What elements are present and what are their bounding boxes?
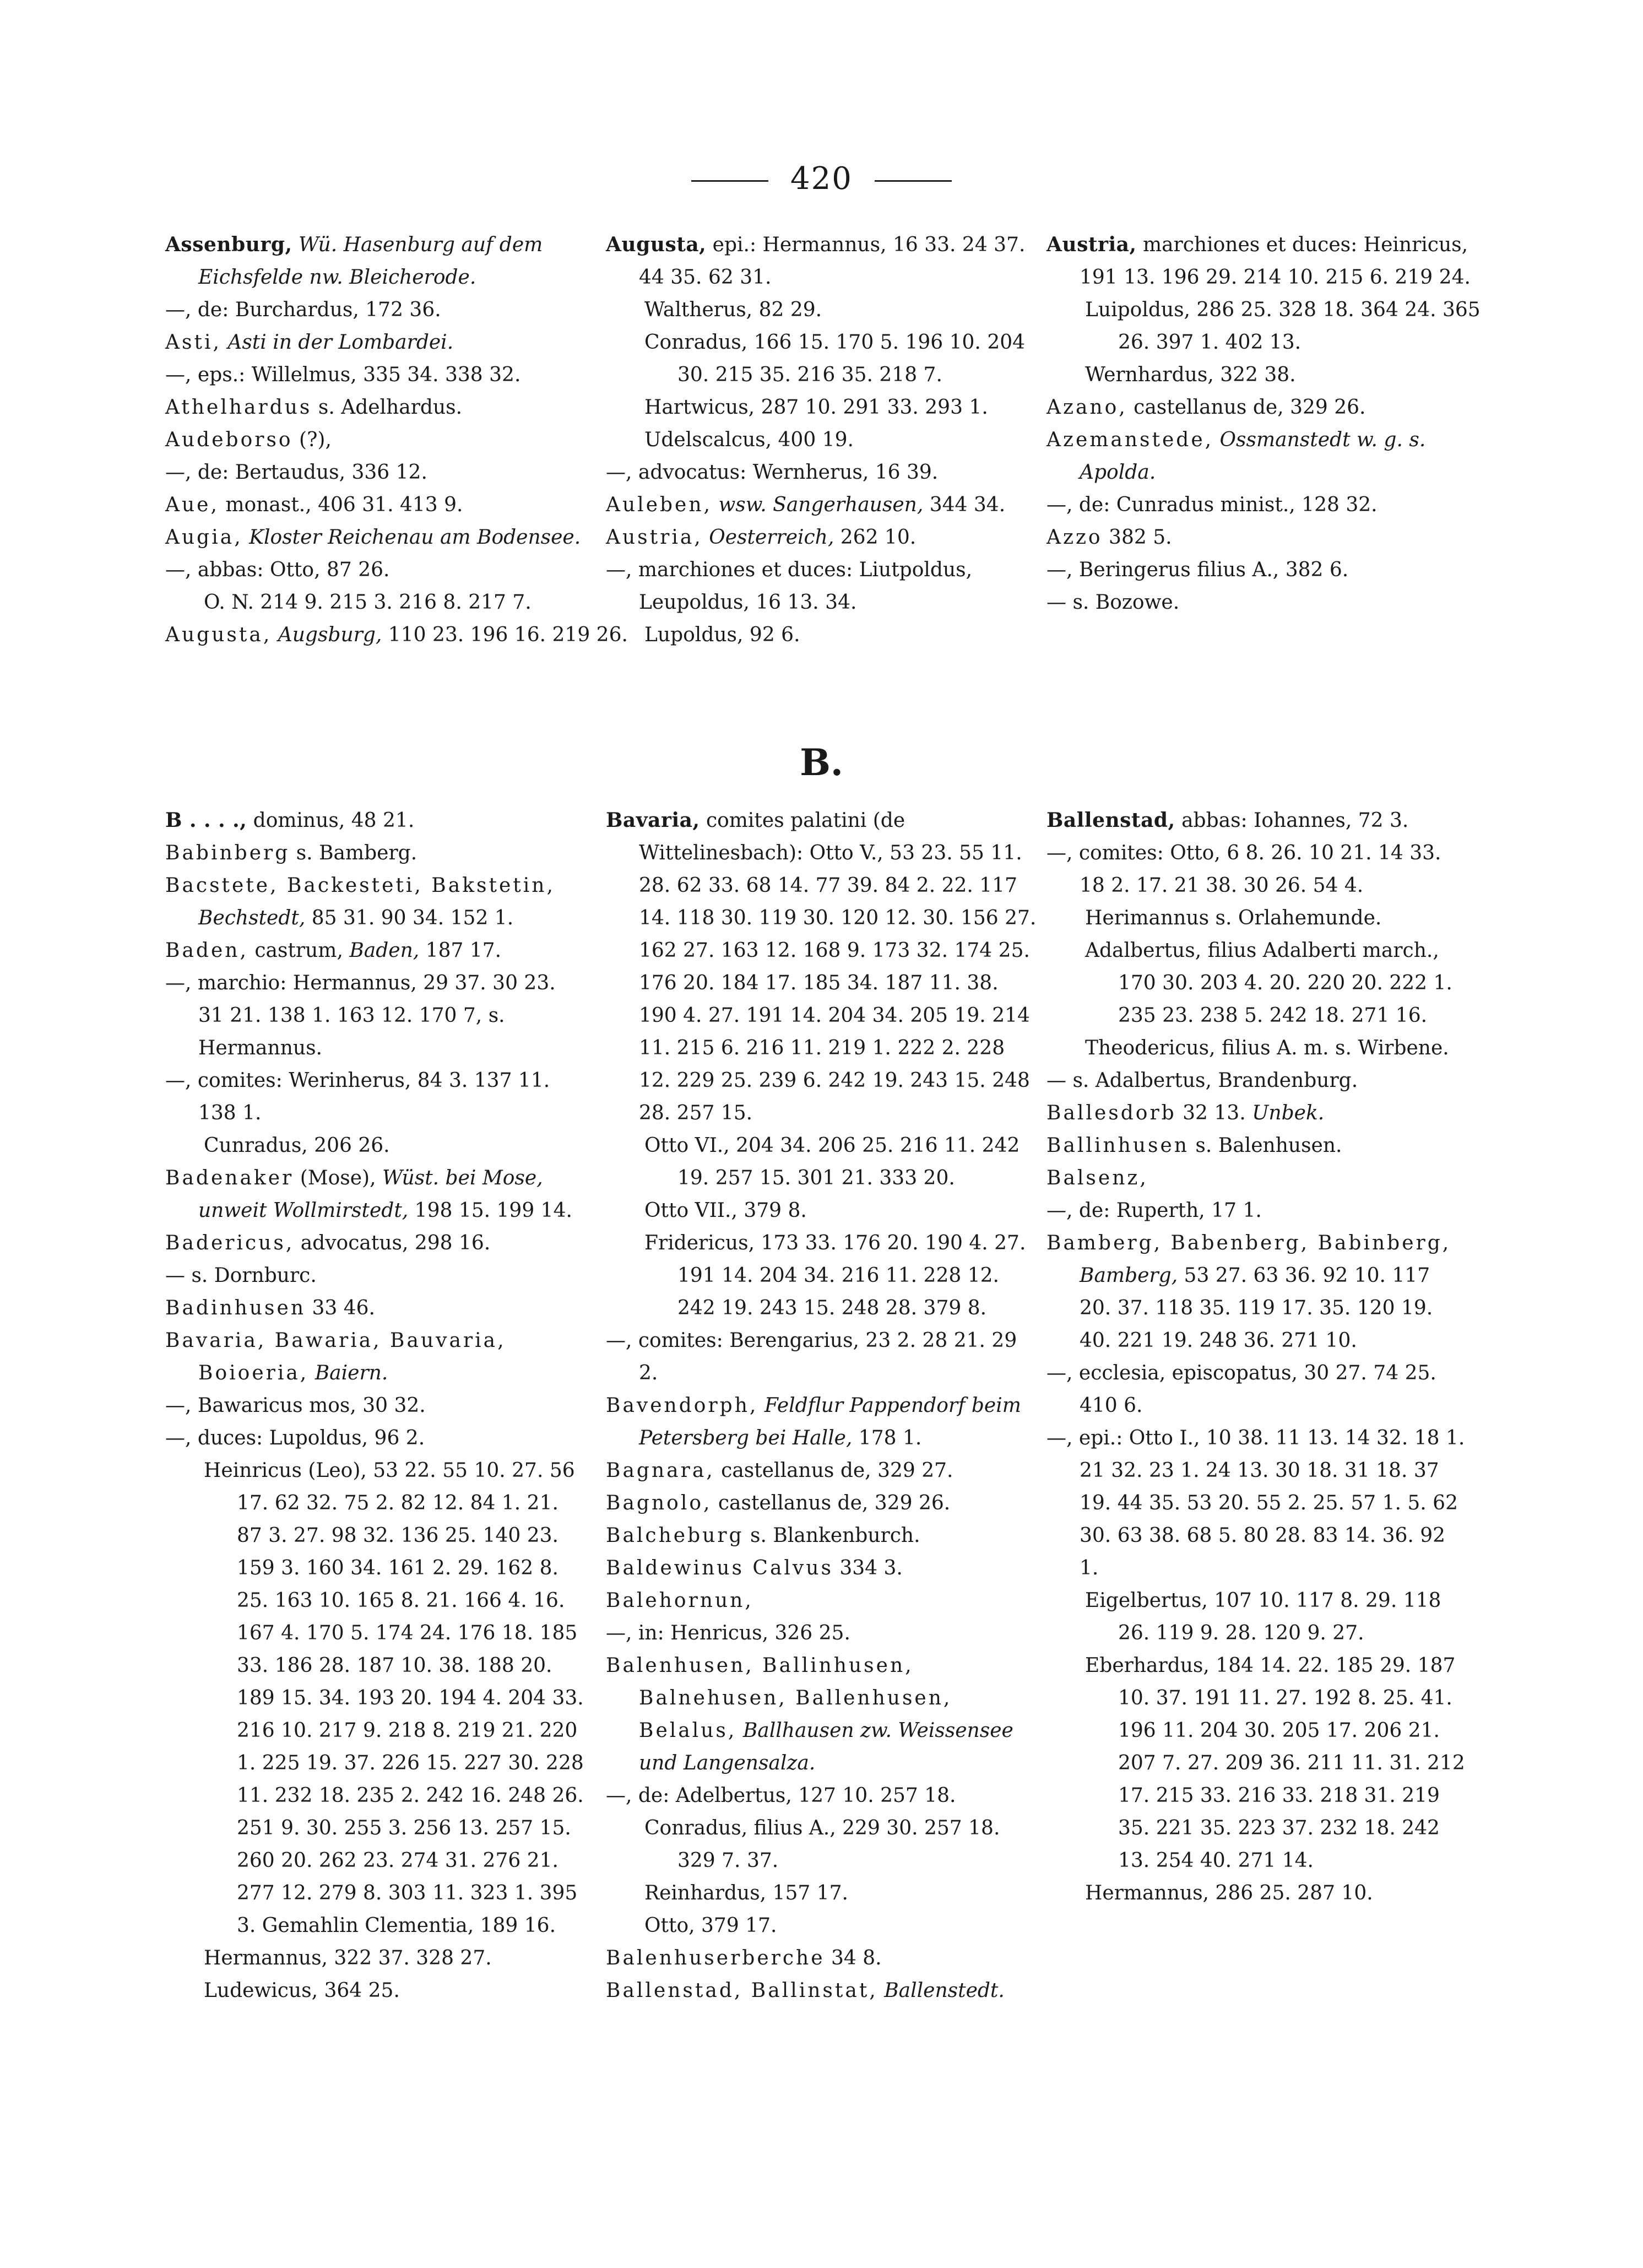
entry-text: — s. Bozowe. <box>1046 591 1180 614</box>
entry-text: —, marchio: Hermannus, 29 37. 30 23. 31 21. 138 1. 163 12. 170 7, s. Hermannus. <box>165 972 556 1059</box>
entry-text: (?), <box>292 429 332 451</box>
index-entry <box>606 1974 1041 2007</box>
index-entry <box>165 1162 584 1227</box>
index-entry <box>165 456 628 489</box>
entry-text: Adalbertus, filius Adalberti march., 170 30. 203 4. 20. 220 20. 222 1. 235 23. 238 5. 242 18. 271 16. <box>1085 939 1452 1027</box>
index-entry <box>165 586 628 619</box>
index-entry <box>606 1812 1041 1877</box>
entry-gloss: Oesterreich, <box>709 526 834 549</box>
index-entry <box>1046 1194 1465 1227</box>
index-entry <box>165 359 628 391</box>
index-entry <box>1046 424 1482 489</box>
entry-gloss: Asti in der Lombardei. <box>227 331 454 354</box>
entry-text: Eigelbertus, 107 10. 117 8. 29. 118 26. 119 9. 28. 120 9. 27. <box>1085 1589 1441 1644</box>
entry-text: castrum, <box>248 939 350 962</box>
entry-headword: Athelhardus <box>165 396 312 419</box>
entry-text: Hermannus, 286 25. 287 10. <box>1085 1882 1373 1904</box>
entry-headword: Balehornun, <box>606 1589 753 1612</box>
entry-text: 198 15. 199 14. <box>408 1199 572 1222</box>
index-entry <box>606 1487 1041 1519</box>
page-number: 420 <box>790 161 853 197</box>
index-entry <box>165 229 628 294</box>
index-entry <box>606 1649 1041 1779</box>
entry-headword: Ballenstad, Ballinstat, <box>606 1979 878 2002</box>
index-entry <box>165 619 628 651</box>
entry-text <box>878 1979 884 2002</box>
entry-text: s. Bamberg. <box>290 842 417 864</box>
index-entry <box>1046 1227 1465 1357</box>
index-entry <box>606 521 1035 554</box>
entry-text: —, advocatus: Wernherus, 16 39. <box>606 461 939 484</box>
index-entry <box>606 1519 1041 1552</box>
entry-headword: Balenhusen, Ballinhusen, Balnehusen, Ballenhusen, Belalus, <box>606 1654 952 1742</box>
entry-headword: Augia, <box>165 526 243 549</box>
entry-headword: Bagnolo, <box>606 1492 712 1514</box>
entry-gloss: Bechstedt, <box>198 907 306 929</box>
index-entry <box>165 391 628 424</box>
index-entry <box>606 554 1035 619</box>
entry-headword: Badinhusen <box>165 1297 306 1319</box>
entry-gloss: Ossmanstedt w. g. s. Apolda. <box>1080 429 1426 484</box>
entry-text: marchiones et duces: Heinricus, 191 13. 196 29. 214 10. 215 6. 219 24. <box>1080 234 1471 289</box>
index-entry <box>1046 1162 1465 1194</box>
entry-text: —, de: Bertaudus, 336 12. <box>165 461 427 484</box>
index-entry <box>165 934 584 967</box>
index-entry <box>606 391 1035 424</box>
entry-text: —, Bawaricus mos, 30 32. <box>165 1394 426 1417</box>
entry-gloss: Baiern. <box>314 1362 388 1384</box>
entry-text: Reinhardus, 157 17. <box>644 1882 848 1904</box>
entry-text: 53 27. 63 36. 92 10. 117 20. 37. 118 35. 119 17. 35. 120 19. 40. 221 19. 248 36. 271 10. <box>1080 1264 1433 1352</box>
index-entry <box>165 1454 584 1942</box>
entry-text: —, ecclesia, episcopatus, 30 27. 74 25. 410 6. <box>1046 1362 1436 1417</box>
entry-text: Conradus, 166 15. 170 5. 196 10. 204 30. 215 35. 216 35. 218 7. <box>644 331 1026 386</box>
index-entry <box>165 1292 584 1324</box>
entry-text: —, eps.: Willelmus, 335 34. 338 32. <box>165 364 521 386</box>
index-entry <box>165 489 628 521</box>
entry-text <box>243 526 249 549</box>
index-entry <box>1046 294 1482 359</box>
index-entry <box>1046 1064 1465 1097</box>
entry-text: Otto, 379 17. <box>644 1914 777 1937</box>
index-entry <box>165 1389 584 1422</box>
entry-headword: Azano, <box>1046 396 1127 419</box>
index-entry <box>165 967 584 1064</box>
index-column-top-middle <box>606 229 1035 651</box>
entry-text <box>1213 429 1219 451</box>
entry-text: —, comites: Werinherus, 84 3. 137 11. 138 1. <box>165 1069 550 1124</box>
entry-gloss: Ballenstedt. <box>884 1979 1005 2002</box>
index-entry <box>1046 804 1465 837</box>
entry-text: Fridericus, 173 33. 176 20. 190 4. 27. 191 14. 204 34. 216 11. 228 12. 242 19. 243 15. 248 28. 379 8. <box>644 1232 1026 1319</box>
entry-headword: Balsenz, <box>1046 1167 1148 1189</box>
entry-text: —, in: Henricus, 326 25. <box>606 1622 850 1644</box>
entry-text: —, comites: Otto, 6 8. 26. 10 21. 14 33. 18 2. 17. 21 38. 30 26. 54 4. <box>1046 842 1441 897</box>
entry-headword: Babinberg <box>165 842 290 864</box>
entry-text: Udelscalcus, 400 19. <box>644 429 854 451</box>
entry-text: — s. Dornburc. <box>165 1264 317 1287</box>
page-number-rule-right <box>875 180 952 182</box>
index-entry <box>1046 1357 1465 1422</box>
entry-gloss: Feldflur Pappendorf beim Petersberg bei Halle, <box>639 1394 1021 1449</box>
entry-headword: Azzo <box>1046 526 1103 549</box>
entry-gloss: Kloster Reichenau am Bodensee. <box>249 526 581 549</box>
entry-text: 85 31. 90 34. 152 1. <box>305 907 514 929</box>
entry-text: Lupoldus, 92 6. <box>644 624 800 646</box>
entry-text: Wernhardus, 322 38. <box>1085 364 1296 386</box>
index-column-bottom-right <box>1046 804 1465 1909</box>
entry-headword: Audeborso <box>165 429 293 451</box>
entry-headword: Auleben, <box>606 494 712 516</box>
entry-text: abbas: Iohannes, 72 3. <box>1175 809 1409 832</box>
index-entry <box>1046 1649 1465 1877</box>
entry-text: Waltherus, 82 29. <box>644 299 822 321</box>
entry-gloss: Wüst. bei Mose, unweit Wollmirstedt, <box>198 1167 543 1222</box>
entry-text <box>292 234 299 256</box>
index-entry <box>606 294 1035 326</box>
index-entry <box>165 1324 584 1389</box>
entry-headword: Austria, <box>1046 233 1137 256</box>
index-entry <box>606 1779 1041 1812</box>
entry-text: Cunradus, 206 26. <box>204 1134 390 1157</box>
entry-headword: Baldewinus Calvus <box>606 1557 833 1579</box>
entry-headword: Ballinhusen <box>1046 1134 1189 1157</box>
entry-text: — s. Adalbertus, Brandenburg. <box>1046 1069 1358 1092</box>
entry-text: 382 5. <box>1102 526 1172 549</box>
entry-headword: Aue, <box>165 494 219 516</box>
entry-text: castellanus de, 329 26. <box>712 1492 951 1514</box>
index-entry <box>1046 934 1465 1032</box>
entry-text <box>308 1362 314 1384</box>
entry-text: Eberhardus, 184 14. 22. 185 29. 187 10. 37. 191 11. 27. 192 8. 25. 41. 196 11. 204 30. 205 17. 206 21. 207 7. 27. 209 36. 211 11. 31. 212 17. 215 33. 216 33. 218 31. 219 35. 221 35. 223 37. 232 18. 242 13. 254 40. 271 14. <box>1085 1654 1465 1872</box>
index-entry <box>165 869 584 934</box>
entry-gloss: Wü. Hasenburg auf dem Eichsfelde nw. Bleicherode. <box>198 234 543 289</box>
index-entry <box>606 1129 1041 1194</box>
entry-text: —, marchiones et duces: Liutpoldus, Leupoldus, 16 13. 34. <box>606 559 973 614</box>
index-entry <box>1046 1032 1465 1064</box>
entry-gloss: wsw. Sangerhausen, <box>718 494 924 516</box>
entry-headword: Balcheburg <box>606 1524 744 1547</box>
entry-headword: Badericus, <box>165 1232 295 1254</box>
index-entry <box>606 619 1035 651</box>
index-entry <box>165 837 584 869</box>
entry-text: castellanus de, 329 27. <box>714 1459 953 1482</box>
index-entry <box>165 1129 584 1162</box>
entry-text: monast., 406 31. 413 9. <box>219 494 463 516</box>
entry-text: —, abbas: Otto, 87 26. <box>165 559 390 581</box>
index-entry <box>1046 489 1482 521</box>
entry-text: advocatus, 298 16. <box>294 1232 491 1254</box>
entry-text: (Mose), <box>294 1167 382 1189</box>
entry-headword: Augusta, <box>606 233 707 256</box>
entry-text: Otto VI., 204 34. 206 25. 216 11. 242 19. 257 15. 301 21. 333 20. <box>644 1134 1020 1189</box>
entry-text: 32 13. <box>1176 1102 1252 1124</box>
entry-text: epi.: Hermannus, 16 33. 24 37. 44 35. 62 31. <box>639 234 1026 289</box>
entry-headword: Austria, <box>606 526 703 549</box>
index-entry <box>606 1194 1041 1227</box>
entry-text: —, epi.: Otto I., 10 38. 11 13. 14 32. 18 1. 21 32. 23 1. 24 13. 30 18. 31 18. 37 19. 44 35. 53 20. 55 2. 25. 57 1. 5. 62 30. 63 38. 68 5. 80 28. 83 14. 36. 92 1. <box>1046 1427 1465 1579</box>
entry-headword: Asti, <box>165 331 221 354</box>
index-entry <box>165 1942 584 1974</box>
index-entry <box>165 294 628 326</box>
index-entry <box>606 804 1041 1129</box>
index-column-top-left <box>165 229 628 651</box>
entry-text: Luipoldus, 286 25. 328 18. 364 24. 365 26. 397 1. 402 13. <box>1085 299 1481 354</box>
index-entry <box>606 1584 1041 1617</box>
entry-headword: Assenburg, <box>165 233 292 256</box>
entry-text: Hermannus, 322 37. 328 27. <box>204 1947 492 1969</box>
entry-text: —, de: Adelbertus, 127 10. 257 18. <box>606 1784 956 1807</box>
index-entry <box>606 1324 1041 1389</box>
entry-text: 110 23. 196 16. 219 26. <box>382 624 628 646</box>
entry-text: comites palatini (de Wittelinesbach): Otto V., 53 23. 55 11. 28. 62 33. 68 14. 77 39. 84 2. 22. 117 14. 118 30. 119 30. 120 12. 30. 156 27. 162 27. 163 12. 168 9. 173 32. 174 25. 176 20. 184 17. 185 34. 187 11. 38. 190 4. 27. 191 14. 204 34. 205 19. 214 11. 215 6. 216 11. 219 1. 222 2. 228 12. 229 25. 239 6. 242 19. 243 15. 248 28. 257 15. <box>639 809 1037 1124</box>
index-entry <box>606 326 1035 391</box>
entry-text <box>736 1719 742 1742</box>
index-entry <box>606 456 1035 489</box>
entry-text: 262 10. <box>834 526 917 549</box>
entry-gloss: Ballhausen zw. Weissensee und Langensalza. <box>639 1719 1013 1774</box>
entry-text: —, de: Burchardus, 172 36. <box>165 299 441 321</box>
index-column-top-right <box>1046 229 1482 619</box>
entry-headword: Ballenstad, <box>1046 809 1175 832</box>
entry-text: Heinricus (Leo), 53 22. 55 10. 27. 56 17. 62 32. 75 2. 82 12. 84 1. 21. 87 3. 27. 98 32. 136 25. 140 23. 159 3. 160 34. 161 2. 29. 162 8. 25. 163 10. 165 8. 21. 166 4. 16. 167 4. 170 5. 174 24. 176 18. 185 33. 186 28. 187 10. 38. 188 20. 189 15. 34. 193 20. 194 4. 204 33. 216 10. 217 9. 218 8. 219 21. 220 1. 225 19. 37. 226 15. 227 30. 228 11. 232 18. 235 2. 242 16. 248 26. 251 9. 30. 255 3. 256 13. 257 15. 260 20. 262 23. 274 31. 276 21. 277 12. 279 8. 303 11. 323 1. 395 3. Gemahlin Clementia, 189 16. <box>204 1459 584 1937</box>
index-entry <box>1046 521 1482 554</box>
entry-text: s. Blankenburch. <box>744 1524 920 1547</box>
index-entry <box>1046 837 1465 902</box>
entry-gloss: Bamberg, <box>1080 1264 1178 1287</box>
index-entry <box>606 1227 1041 1324</box>
entry-headword: Bavaria, Bawaria, Bauvaria, Boioeria, <box>165 1329 506 1384</box>
index-entry <box>1046 1129 1465 1162</box>
entry-headword: Bagnara, <box>606 1459 715 1482</box>
page-number-row <box>0 161 1643 197</box>
index-entry <box>1046 1097 1465 1129</box>
index-entry <box>1046 229 1482 294</box>
entry-text: 33 46. <box>306 1297 375 1319</box>
entry-text <box>221 331 227 354</box>
entry-text: 34 8. <box>825 1947 882 1969</box>
entry-text: dominus, 48 21. <box>247 809 415 832</box>
entry-headword: Bavaria, <box>606 809 700 832</box>
entry-text: —, de: Ruperth, 17 1. <box>1046 1199 1262 1222</box>
entry-text: —, Beringerus filius A., 382 6. <box>1046 559 1349 581</box>
index-entry <box>165 1227 584 1259</box>
entry-text: —, comites: Berengarius, 23 2. 28 21. 29 2. <box>606 1329 1017 1384</box>
index-entry <box>165 1974 584 2007</box>
index-entry <box>606 424 1035 456</box>
entry-headword: Ballesdorb <box>1046 1102 1176 1124</box>
entry-text: Conradus, filius A., 229 30. 257 18. 329 7. 37. <box>644 1817 1000 1872</box>
index-column-bottom-middle <box>606 804 1041 2007</box>
entry-text: s. Balenhusen. <box>1189 1134 1342 1157</box>
index-entry <box>606 1942 1041 1974</box>
entry-text: 334 3. <box>833 1557 903 1579</box>
entry-text <box>758 1394 764 1417</box>
entry-text: —, duces: Lupoldus, 96 2. <box>165 1427 425 1449</box>
index-entry <box>165 521 628 554</box>
entry-gloss: Baden, <box>349 939 420 962</box>
index-entry <box>606 1909 1041 1942</box>
entry-text: castellanus de, 329 26. <box>1127 396 1366 419</box>
index-entry <box>165 1422 584 1454</box>
index-entry <box>1046 391 1482 424</box>
index-entry <box>1046 1422 1465 1584</box>
index-entry <box>606 1617 1041 1649</box>
entry-headword: Badenaker <box>165 1167 294 1189</box>
entry-headword: Bacstete, Backesteti, Bakstetin, <box>165 874 555 897</box>
entry-text: Herimannus s. Orlahemunde. <box>1085 907 1382 929</box>
entry-gloss: Augsburg, <box>278 624 382 646</box>
index-entry <box>1046 359 1482 391</box>
entry-text: Otto VII., 379 8. <box>644 1199 807 1222</box>
entry-text: 344 34. <box>923 494 1006 516</box>
section-letter: B. <box>800 741 843 784</box>
entry-text: 187 17. <box>419 939 502 962</box>
entry-headword: B . . . ., <box>165 809 247 832</box>
index-entry <box>1046 554 1482 586</box>
entry-headword: Augusta, <box>165 624 272 646</box>
index-column-bottom-left <box>165 804 584 2007</box>
index-entry <box>165 326 628 359</box>
index-entry <box>165 1259 584 1292</box>
index-entry <box>165 554 628 586</box>
index-entry <box>1046 586 1482 619</box>
index-entry <box>606 1877 1041 1909</box>
index-entry <box>606 1454 1041 1487</box>
index-entry <box>1046 902 1465 934</box>
entry-headword: Azemanstede, <box>1046 429 1214 451</box>
entry-text: Ludewicus, 364 25. <box>204 1979 400 2002</box>
index-entry <box>606 229 1035 294</box>
index-entry <box>165 1064 584 1129</box>
index-entry <box>165 804 584 837</box>
entry-headword: Bamberg, Babenberg, Babinberg, <box>1046 1232 1451 1254</box>
entry-headword: Balenhuserberche <box>606 1947 825 1969</box>
index-entry <box>1046 1877 1465 1909</box>
index-entry <box>606 1552 1041 1584</box>
index-entry <box>165 424 628 456</box>
page-number-rule-left <box>691 180 768 182</box>
entry-text: Hartwicus, 287 10. 291 33. 293 1. <box>644 396 988 419</box>
entry-text: O. N. 214 9. 215 3. 216 8. 217 7. <box>204 591 532 614</box>
entry-text: —, de: Cunradus minist., 128 32. <box>1046 494 1378 516</box>
entry-text: 178 1. <box>852 1427 922 1449</box>
entry-gloss: Unbek. <box>1252 1102 1325 1124</box>
entry-text: s. Adelhardus. <box>312 396 463 419</box>
index-entry <box>1046 1584 1465 1649</box>
entry-text <box>272 624 278 646</box>
entry-headword: Baden, <box>165 939 248 962</box>
index-entry <box>606 489 1035 521</box>
entry-headword: Bavendorph, <box>606 1394 758 1417</box>
entry-text <box>703 526 709 549</box>
entry-text: Theodericus, filius A. m. s. Wirbene. <box>1085 1037 1449 1059</box>
index-entry <box>606 1389 1041 1454</box>
entry-text <box>712 494 718 516</box>
